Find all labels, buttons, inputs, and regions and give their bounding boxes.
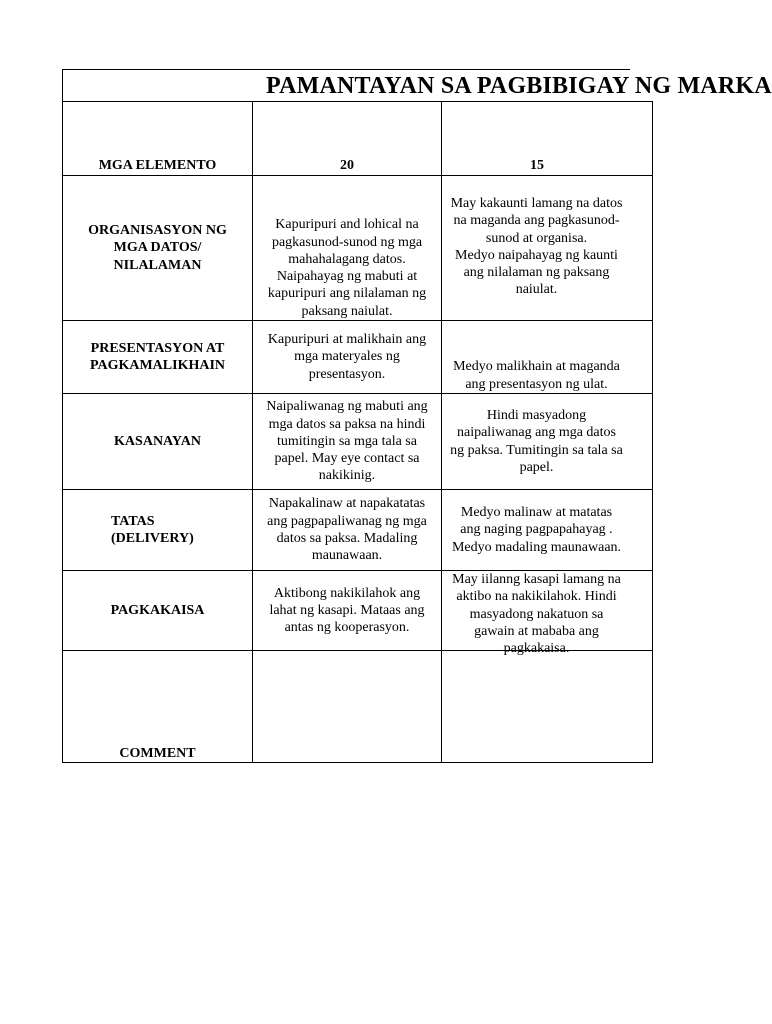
element-label: PAGKAKAISA bbox=[63, 571, 253, 651]
criteria-15: May kakaunti lamang na datos na maganda ang pagkasunod- sunod at organisa. Medyo naipahayag ng kaunti ang nilalaman ng paksang naiulat. bbox=[442, 176, 653, 321]
header-score-20: 20 bbox=[253, 102, 442, 176]
title-row bbox=[62, 69, 772, 102]
element-label: PRESENTASYON AT PAGKAMALIKHAIN bbox=[63, 321, 253, 394]
table-row bbox=[63, 651, 653, 763]
criteria-15: May iilanng kasapi lamang na aktibo na nakikilahok. Hindi masyadong nakatuon sa gawain at mababa ang pagkakaisa. bbox=[442, 571, 653, 651]
header-score-15: 15 bbox=[442, 102, 653, 176]
element-label: KASANAYAN bbox=[63, 394, 253, 490]
criteria-20: Napakalinaw at napakatatas ang pagpapaliwanag ng mga datos sa paksa. Madaling maunawaan. bbox=[253, 490, 442, 571]
header-element: MGA ELEMENTO bbox=[63, 102, 253, 176]
criteria-20: Kapuripuri and lohical na pagkasunod-sunod ng mga mahahalagang datos. Naipahayag ng mabuti at kapuripuri ang nilalaman ng paksang naiulat. bbox=[253, 176, 442, 321]
criteria-15: Medyo malikhain at maganda ang presentasyon ng ulat. bbox=[442, 321, 653, 394]
page-title: PAMANTAYAN SA PAGBIBIGAY NG MARKA bbox=[266, 73, 772, 99]
criteria-15: Medyo malinaw at matatas ang naging pagpapahayag . Medyo madaling maunawaan. bbox=[442, 490, 653, 571]
criteria-20: Kapuripuri at malikhain ang mga materyales ng presentasyon. bbox=[253, 321, 442, 394]
table-row bbox=[63, 176, 653, 321]
comment-cell-15 bbox=[442, 651, 653, 763]
rubric-sheet bbox=[62, 69, 772, 764]
table-row bbox=[63, 321, 653, 394]
table-row bbox=[63, 490, 653, 571]
criteria-15: Hindi masyadong naipaliwanag ang mga datos ng paksa. Tumitingin sa tala sa papel. bbox=[442, 394, 653, 490]
header-row bbox=[63, 102, 653, 176]
comment-label: COMMENT bbox=[63, 651, 253, 763]
table-row bbox=[63, 571, 653, 651]
element-label: TATAS (DELIVERY) bbox=[63, 490, 253, 571]
table-row bbox=[63, 394, 653, 490]
element-label: ORGANISASYON NG MGA DATOS/ NILALAMAN bbox=[63, 176, 253, 321]
comment-cell-20 bbox=[253, 651, 442, 763]
criteria-20: Aktibong nakikilahok ang lahat ng kasapi. Mataas ang antas ng kooperasyon. bbox=[253, 571, 442, 651]
rubric-table bbox=[62, 101, 653, 763]
criteria-20: Naipaliwanag ng mabuti ang mga datos sa paksa na hindi tumitingin sa mga tala sa papel. May eye contact sa nakikinig. bbox=[253, 394, 442, 490]
